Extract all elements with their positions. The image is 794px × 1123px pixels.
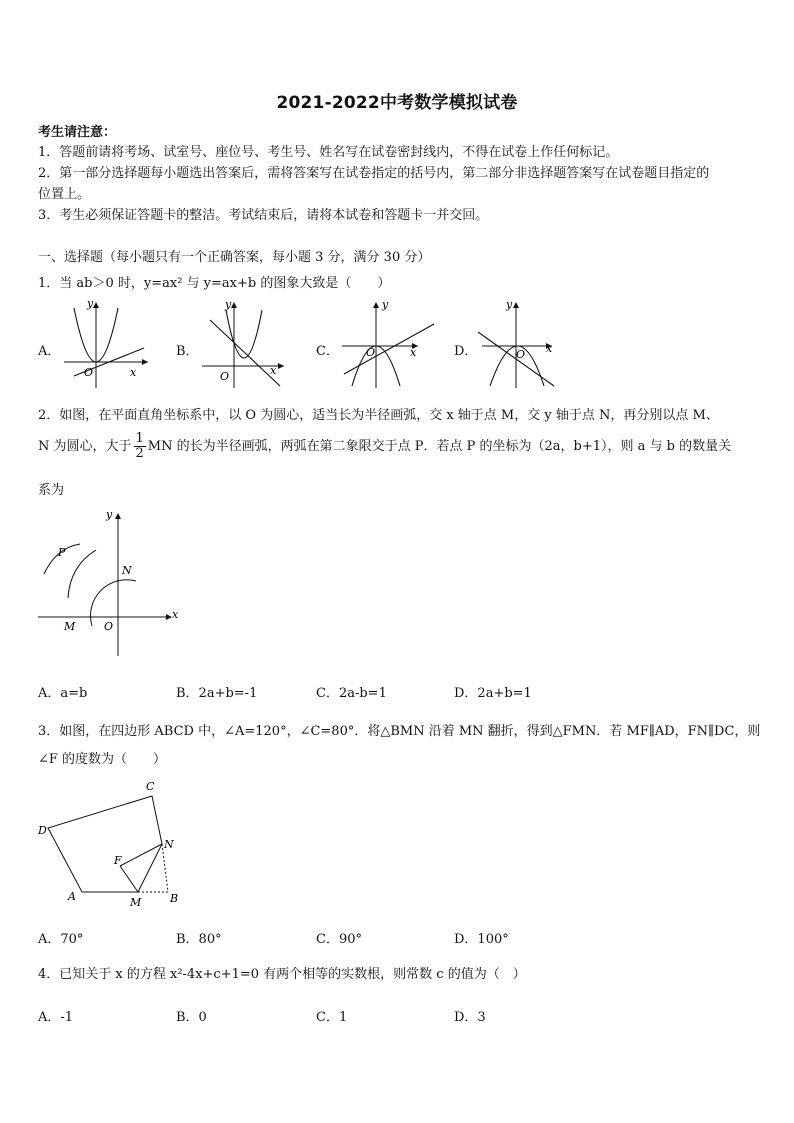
q2-option-c: C．2a-b=1 (316, 686, 387, 701)
q1-option-d: D． (454, 344, 478, 359)
q2-p-label: P (58, 546, 66, 559)
q4-stem: 4．已知关于 x 的方程 x²-4x+c+1=0 有两个相等的实数根，则常数 c 的值为（ ） (38, 967, 526, 982)
q1-graph-d (472, 298, 567, 390)
fraction-denominator: 2 (135, 446, 144, 461)
q2-option-d: D．2a+b=1 (454, 686, 532, 701)
q1-option-c: C． (316, 344, 339, 359)
q2-line2-post: MN 的长为半径画弧，两弧在第二象限交于点 P．若点 P 的坐标为（2a，b+1），则 a 与 b 的数量关 (147, 439, 732, 454)
q4-option-c: C．1 (316, 1010, 348, 1025)
q2-x-label: x (172, 608, 179, 621)
fraction-numerator: 1 (135, 431, 144, 446)
q3-figure (36, 776, 186, 908)
q1c-x-label: x (410, 346, 417, 359)
q1c-y-label: y (382, 298, 389, 311)
q3-f-label: F (114, 854, 122, 867)
q1d-y-label: y (506, 298, 513, 311)
section-heading: 一、选择题（每小题只有一个正确答案，每小题 3 分，满分 30 分） (38, 250, 431, 265)
q2-m-label: M (64, 620, 76, 633)
q1-graph-a (60, 298, 155, 390)
one-half-fraction (134, 432, 146, 461)
q2-stem-line2 (38, 432, 731, 461)
q3-option-c: C．90° (316, 932, 362, 947)
q2-line2-pre: N 为圆心，大于 (38, 439, 132, 454)
q4-option-b: B．0 (176, 1010, 207, 1025)
q1d-x-label: x (546, 342, 553, 355)
q1c-o-label: O (366, 346, 376, 359)
q3-c-label: C (146, 780, 155, 793)
q2-figure (36, 508, 186, 660)
notice-heading: 考生请注意： (38, 125, 117, 140)
q1-graph-c (338, 298, 438, 390)
q2-option-b: B．2a+b=-1 (176, 686, 258, 701)
q3-b-label: B (170, 892, 179, 905)
q2-option-a: A．a=b (38, 686, 88, 701)
q2-stem-line1: 2．如图，在平面直角坐标系中，以 O 为圆心，适当长为半径画弧，交 x 轴于点 M，交 y 轴于点 N，再分别以点 M、 (38, 408, 719, 423)
q1-graph-b (198, 298, 293, 390)
notice-item-3: 3．考生必须保证答题卡的整洁。考试结束后，请将本试卷和答题卡一并交回。 (38, 208, 489, 223)
q1-stem: 1．当 ab＞0 时，y=ax² 与 y=ax+b 的图象大致是（ ） (38, 276, 391, 291)
q1b-x-label: x (270, 364, 277, 377)
q1a-y-label: y (87, 297, 94, 310)
q3-d-label: D (38, 824, 47, 837)
q1a-x-label: x (130, 366, 137, 379)
q3-n-label: N (164, 838, 174, 851)
notice-item-2: 2．第一部分选择题每小题选出答案后，需将答案写在试卷指定的括号内，第二部分非选择题答案写在试卷题目指定的 (38, 166, 710, 181)
q1b-o-label: O (220, 370, 230, 383)
notice-item-1: 1．答题前请将考场、试室号、座位号、考生号、姓名写在试卷密封线内，不得在试卷上作任何标记。 (38, 145, 619, 160)
notice-item-2-cont: 位置上。 (38, 187, 91, 202)
q3-stem-line2: ∠F 的度数为（ ） (38, 752, 167, 767)
q1b-y-label: y (225, 298, 232, 311)
q1a-o-label: O (84, 366, 94, 379)
q3-stem-line1: 3．如图，在四边形 ABCD 中，∠A=120°，∠C=80°．将△BMN 沿着 MN 翻折，得到△FMN．若 MF∥AD，FN∥DC，则 (38, 724, 761, 739)
q3-option-b: B．80° (176, 932, 222, 947)
q1-option-a: A． (38, 344, 61, 359)
q3-m-label: M (130, 896, 142, 909)
q3-option-a: A．70° (38, 932, 84, 947)
q4-option-d: D．3 (454, 1010, 486, 1025)
q2-n-label: N (122, 564, 132, 577)
q1-option-b: B． (176, 344, 199, 359)
q1d-o-label: O (516, 348, 526, 361)
q3-a-label: A (68, 890, 76, 903)
q2-y-label: y (106, 508, 113, 521)
q3-option-d: D．100° (454, 932, 509, 947)
page-title: 2021-2022中考数学模拟试卷 (276, 93, 518, 113)
q2-o-label: O (104, 620, 114, 633)
q2-stem-line3: 系为 (38, 483, 65, 498)
q4-option-a: A．-1 (38, 1010, 74, 1025)
